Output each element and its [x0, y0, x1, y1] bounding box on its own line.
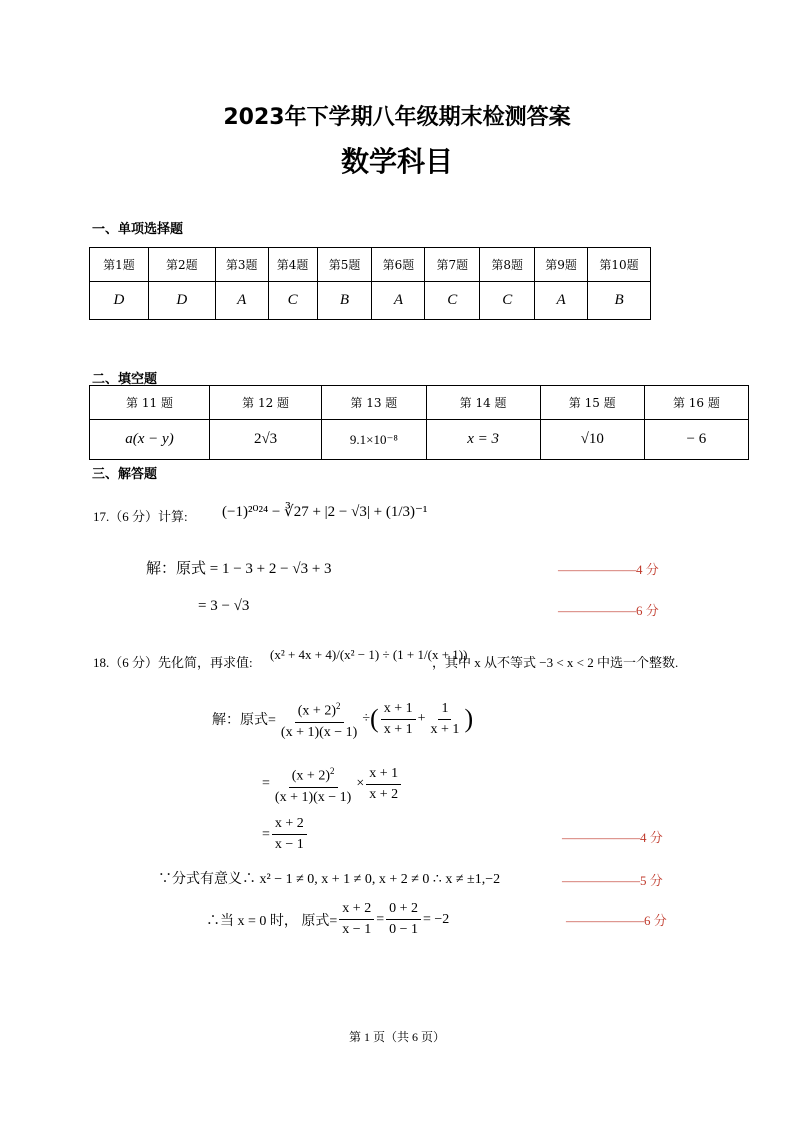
fill-question-cell: 第 13 题 — [322, 386, 426, 420]
q18-step2: = $\frac{(x + 2)^2}{(x + 1)(x - 1)}$ × $\frac{x + 1}{x + 2}$ — [262, 762, 403, 807]
choice-answer-table — [89, 247, 651, 320]
choice-question-cell: 第1题 — [90, 248, 149, 282]
fill-answer-cell: √10 — [540, 420, 644, 460]
q18-step5-prefix: ∴当 x = 0 时， 原式= — [206, 913, 338, 929]
fill-question-cell: 第 12 题 — [210, 386, 322, 420]
choice-question-cell: 第7题 — [425, 248, 480, 282]
choice-answer-cell: D — [148, 282, 215, 320]
section3-heading: 三、解答题 — [92, 467, 158, 482]
q18-step1: 解：原式= $\frac{(x + 2)^2}{(x + 1)(x - 1)}$ ÷ ( $\frac{x + 1}{x + 1}$ + $\frac{1}{x + 1}$ ) — [212, 697, 473, 742]
q17-step1: 解：原式 = 1 − 3 + 2 − √3 + 3 — [146, 561, 332, 577]
choice-question-cell: 第9题 — [535, 248, 588, 282]
fill-question-cell: 第 16 题 — [644, 386, 748, 420]
q18-step5: ∴当 x = 0 时， 原式= $\frac{x + 2}{x - 1}$ = $\frac{0 + 2}{0 - 1}$ = −2 — [206, 901, 450, 937]
fill-answer-cell: 2√3 — [210, 420, 322, 460]
q17-label: 17.（6 分）计算: — [93, 509, 188, 524]
fill-question-cell: 第 14 题 — [426, 386, 540, 420]
q18-step1-fraction: $\frac{(x + 2)^2}{(x + 1)(x - 1)}$ — [278, 697, 360, 742]
choice-question-cell: 第6题 — [372, 248, 425, 282]
section2-heading: 二、填空题 — [92, 372, 158, 387]
choice-answer-cell: D — [90, 282, 149, 320]
choice-question-cell: 第4题 — [268, 248, 317, 282]
q18-step3-score: ——————4 分 — [562, 830, 663, 845]
choice-answer-cell: B — [588, 282, 651, 320]
q17-step2: = 3 − √3 — [198, 598, 250, 614]
fill-answer-cell: − 6 — [644, 420, 748, 460]
fill-answer-cell: 9.1×10⁻⁸ — [322, 420, 426, 460]
q18-condition: ，其中 x 从不等式 −3 < x < 2 中选一个整数. — [432, 655, 679, 670]
choice-question-cell: 第8题 — [480, 248, 535, 282]
choice-question-cell: 第5题 — [317, 248, 372, 282]
fill-answer-cell: a(x − y) — [90, 420, 210, 460]
q18-step4: ∵分式有意义∴ x² − 1 ≠ 0, x + 1 ≠ 0, x + 2 ≠ 0 ∴ x ≠ ±1,−2 — [158, 872, 501, 887]
choice-answer-cell: A — [535, 282, 588, 320]
fill-question-cell: 第 11 题 — [90, 386, 210, 420]
choice-answer-cell: C — [480, 282, 535, 320]
q18-step5-score: ——————6 分 — [566, 913, 667, 928]
page-subtitle: 数学科目 — [340, 145, 453, 178]
fill-answer-table — [89, 385, 749, 460]
q18-label: 18.（6 分）先化简，再求值: — [93, 655, 253, 670]
q18-step3-prefix: = — [262, 826, 270, 842]
q17-step2-score: ——————6 分 — [558, 603, 659, 618]
q17-step1-score: ——————4 分 — [558, 562, 659, 577]
q18-step3: = $\frac{x + 2}{x - 1}$ — [262, 815, 309, 854]
choice-answer-cell: B — [317, 282, 372, 320]
fill-answer-cell: x = 3 — [426, 420, 540, 460]
q18-step4-score: ——————5 分 — [562, 873, 663, 888]
q17-expression: (−1)²⁰²⁴ − ∛27 + |2 − √3| + (1/3)⁻¹ — [222, 504, 428, 520]
choice-question-cell: 第10题 — [588, 248, 651, 282]
choice-answer-cell: A — [372, 282, 425, 320]
page-title: 2023年下学期八年级期末检测答案 — [223, 105, 571, 130]
page-footer: 第 1 页（共 6 页） — [348, 1030, 445, 1044]
q18-step2-prefix: = — [262, 776, 270, 792]
choice-answer-cell: C — [268, 282, 317, 320]
choice-answer-cell: C — [425, 282, 480, 320]
section1-heading: 一、单项选择题 — [92, 222, 184, 237]
choice-answer-cell: A — [215, 282, 268, 320]
fill-question-cell: 第 15 题 — [540, 386, 644, 420]
q18-expression: (x² + 4x + 4)/(x² − 1) ÷ (1 + 1/(x + 1)) — [270, 647, 468, 662]
q18-step1-prefix: 解：原式= — [212, 713, 276, 729]
choice-question-cell: 第3题 — [215, 248, 268, 282]
choice-question-cell: 第2题 — [148, 248, 215, 282]
